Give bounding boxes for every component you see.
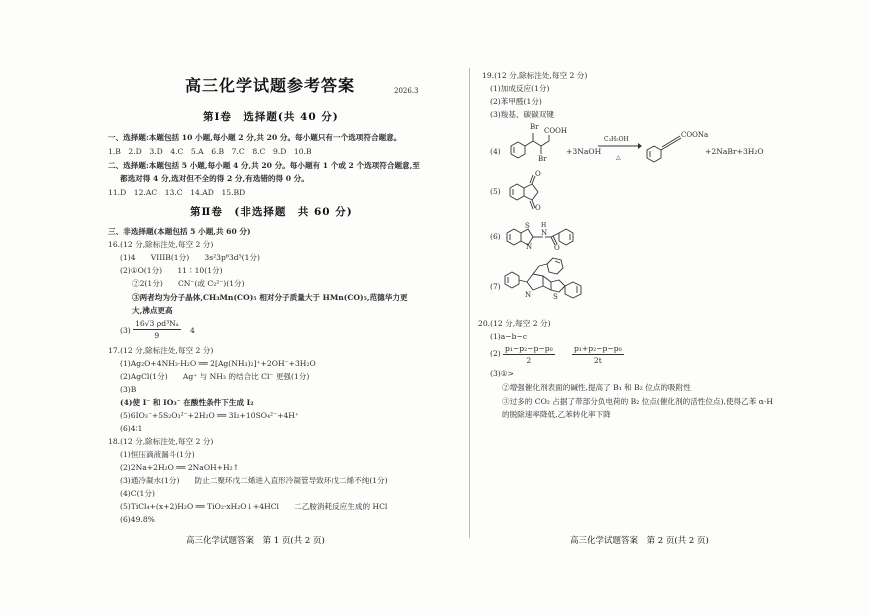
q19-line6-label: (6) bbox=[490, 232, 501, 241]
q19-products: +2NaBr+3H₂O bbox=[705, 147, 764, 156]
footer-left: 高三化学试题答案 第 1 页(共 2 页) bbox=[186, 536, 325, 546]
q18-line6: (6)49.8% bbox=[120, 515, 155, 524]
q17-head: 17.(12 分,除标注处,每空 2 分) bbox=[108, 346, 214, 355]
q17-line2: (2)AgCl(1分) Ag⁺ 与 NH₃ 的结合比 Cl⁻ 更强(1分) bbox=[120, 372, 310, 381]
q20-fraction-2 bbox=[572, 344, 624, 365]
q16-fraction-denominator: 9 bbox=[154, 331, 160, 340]
footer-right: 高三化学试题答案 第 2 页(共 2 页) bbox=[570, 536, 709, 546]
q20-fraction-1-numerator: p₁−p₂−p−p₀ bbox=[505, 344, 553, 353]
part1-heading: 第Ⅰ卷 选择题(共 40 分) bbox=[203, 111, 339, 123]
part1-intro-b1: 二、选择题:本题包括 5 小题,每小题 4 分,共 20 分。每小题有 1 个或 2 个选项符合题意,至 bbox=[108, 161, 420, 170]
q20-head: 20.(12 分,每空 2 分) bbox=[478, 319, 551, 328]
sulfur-label: S bbox=[525, 222, 530, 230]
reaction-condition-heat: △ bbox=[616, 154, 621, 161]
amide-hydrogen-label: H bbox=[541, 222, 547, 229]
q16-line5: 大,沸点更高 bbox=[132, 306, 173, 315]
q16-line6-answer: 4 bbox=[190, 326, 195, 335]
q16-line2: (2)①O(1分) 11∶10(1分) bbox=[120, 266, 223, 275]
oxygen-label-2: O bbox=[535, 204, 541, 212]
q20-line6: 的脱除速率降低,乙苯转化率下降 bbox=[502, 410, 611, 419]
q17-line5: (5)6IO₃⁻+5S₂O₃²⁻+2H₂O ══ 3I₂+10SO₄²⁻+4H⁺ bbox=[120, 411, 299, 420]
q18-line3: (3)通冷凝水(1分) 防止二聚环戊二烯进入直形冷凝管导致环戊二烯不纯(1分) bbox=[120, 476, 388, 485]
q19-line3: (3)羧基、碳碳双键 bbox=[490, 110, 554, 119]
carbonyl-oxygen-label: O bbox=[554, 244, 560, 252]
q17-line1: (1)Ag₂O+4NH₃·H₂O ══ 2[Ag(NH₃)₂]⁺+2OH⁻+3H₂O bbox=[120, 359, 316, 368]
part1-answers-b: 11.D 12.AC 13.C 14.AD 15.BD bbox=[108, 188, 246, 197]
alkyne-sodium-salt-structure bbox=[643, 128, 709, 168]
q20-fraction-2-denominator: 2t bbox=[593, 356, 602, 365]
bromine-label-2: Br bbox=[538, 155, 547, 163]
q16-line6-prefix: (3) bbox=[120, 326, 131, 335]
reaction-condition-solvent: C₂H₅OH bbox=[604, 136, 629, 143]
part2-intro: 三、非选择题(本题包括 5 小题,共 60 分) bbox=[108, 227, 251, 236]
q16-head: 16.(12 分,除标注处,每空 2 分) bbox=[108, 240, 214, 249]
q20-line2-prefix: (2) bbox=[490, 349, 501, 358]
q19-line5-label: (5) bbox=[490, 187, 501, 196]
q16-fraction bbox=[133, 319, 181, 340]
date: 2026.3 bbox=[394, 87, 419, 95]
q19-line4-label: (4) bbox=[490, 147, 501, 156]
part1-intro-b2: 都选对得 4 分,选对但不全的得 2 分,有选错的得 0 分。 bbox=[120, 174, 309, 183]
q20-line1: (1)a−b−c bbox=[490, 332, 528, 341]
bromine-label-1: Br bbox=[530, 123, 539, 131]
q17-line6: (6)4∶1 bbox=[120, 424, 143, 433]
q19-reagent: +3NaOH bbox=[566, 147, 602, 156]
q19-line7-label: (7) bbox=[490, 282, 501, 291]
q18-line1: (1)恒压滴液漏斗(1分) bbox=[120, 450, 195, 459]
oxygen-label-1: O bbox=[535, 170, 541, 178]
q17-line3: (3)B bbox=[120, 385, 137, 394]
dibromo-acid-structure bbox=[503, 122, 573, 170]
q16-fraction-numerator: 16√3 ρd³Nₐ bbox=[135, 319, 179, 328]
q19-line2: (2)苯甲醛(1分) bbox=[490, 97, 542, 106]
q19-line1: (1)加成反应(1分) bbox=[490, 84, 550, 93]
page-divider bbox=[469, 68, 470, 538]
fused-heterocycle-structure bbox=[503, 252, 593, 316]
q19-head: 19.(12 分,除标注处,每空 2 分) bbox=[482, 71, 588, 80]
q18-line5: (5)TiCl₄+(x+2)H₂O ══ TiO₂·xH₂O↓+4HCl 二乙胺消耗反应生成的 HCl bbox=[120, 502, 388, 511]
amide-nitrogen-label: N bbox=[541, 229, 548, 237]
nitrogen-label: N bbox=[526, 243, 533, 251]
q17-line4: (4)使 I⁻ 和 IO₃⁻ 在酸性条件下生成 I₂ bbox=[120, 398, 254, 407]
q18-line2: (2)2Na+2H₂O ══ 2NaOH+H₂↑ bbox=[120, 463, 240, 472]
benzothiazole-amide-structure bbox=[505, 215, 585, 255]
q20-line4: ②增强催化剂表面的碱性,提高了 B₁ 和 B₂ 位点的吸附性 bbox=[502, 383, 691, 392]
part1-intro-a: 一、选择题:本题包括 10 小题,每小题 2 分,共 20 分。每小题只有一个选项符合题意。 bbox=[108, 133, 402, 142]
q20-fraction-1 bbox=[503, 344, 555, 365]
q18-head: 18.(12 分,除标注处,每空 2 分) bbox=[108, 437, 214, 446]
coona-label: COONa bbox=[681, 131, 709, 139]
indanedione-structure bbox=[506, 170, 558, 212]
q20-line5: ③过多的 CO₂ 占据了带部分负电荷的 B₂ 位点(催化剂的活性位点),使得乙苯 α-H bbox=[502, 397, 774, 406]
q16-line1: (1)4 VIIIB(1分) 3s²3p⁶3d⁵(1分) bbox=[120, 253, 260, 262]
ring-sulfur-label: S bbox=[553, 293, 558, 301]
part2-heading: 第Ⅱ卷 (非选择题 共 60 分) bbox=[190, 206, 353, 218]
part1-answers-a: 1.B 2.D 3.D 4.C 5.A 6.B 7.C 8.C 9.D 10.B bbox=[108, 147, 312, 156]
q20-line3: (3)①> bbox=[490, 369, 514, 378]
q16-line4: ③两者均为分子晶体,CH₃Mn(CO)₅ 相对分子质量大于 HMn(CO)₅,范德华力更 bbox=[132, 293, 408, 302]
q20-fraction-2-numerator: p₁+p₂−p−p₀ bbox=[574, 344, 622, 353]
q20-fraction-1-denominator: 2 bbox=[526, 356, 532, 365]
cooh-label: COOH bbox=[544, 127, 567, 135]
ring-nitrogen-label: N bbox=[525, 291, 532, 299]
q16-line3: ②2(1分) CN⁻(或 C₂²⁻)(1分) bbox=[132, 279, 245, 288]
page-title: 高三化学试题参考答案 bbox=[185, 76, 356, 95]
q18-line4: (4)C(1分) bbox=[120, 489, 155, 498]
